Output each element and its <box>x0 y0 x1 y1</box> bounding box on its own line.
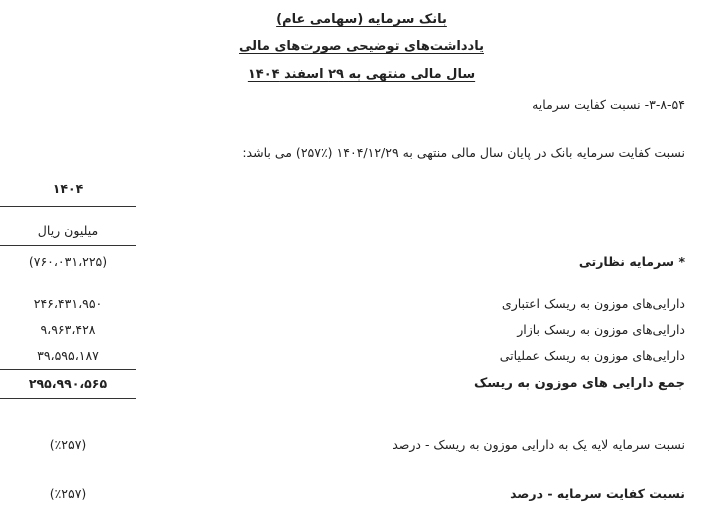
market-risk-label: دارایی‌های موزون به ریسک بازار <box>517 322 685 337</box>
operational-risk-value: ۳۹،۵۹۵،۱۸۷ <box>37 348 99 363</box>
column-year: ۱۴۰۴ <box>52 181 84 196</box>
section-intro: نسبت کفایت سرمایه بانک در پایان سال مالی منتهی به ۱۴۰۴/۱۲/۲۹ (٪۲۵۷) می باشد: <box>242 145 685 160</box>
column-unit: میلیون ریال <box>37 223 99 238</box>
total-divider-bottom <box>0 398 136 399</box>
total-risk-weighted-label: جمع دارایی های موزون به ریسک <box>473 376 685 391</box>
company-name: بانک سرمایه (سهامی عام) <box>276 12 447 27</box>
total-risk-weighted-value: ۲۹۵،۹۹۰،۵۶۵ <box>28 376 108 391</box>
column-divider <box>0 206 136 207</box>
document-subtitle: یادداشت‌های توضیحی صورت‌های مالی <box>239 39 484 54</box>
capital-adequacy-label: نسبت کفایت سرمایه - درصد <box>510 486 685 501</box>
capital-adequacy-value: (٪۲۵۷) <box>49 486 87 501</box>
regulatory-capital-label: * سرمایه نظارتی <box>578 254 685 269</box>
credit-risk-value: ۲۴۶،۴۳۱،۹۵۰ <box>33 296 103 311</box>
tier1-ratio-value: (٪۲۵۷) <box>49 437 87 452</box>
total-divider-top <box>0 369 136 370</box>
regulatory-capital-value: (۷۶۰،۰۳۱،۲۲۵) <box>28 254 108 269</box>
market-risk-value: ۹،۹۶۳،۴۲۸ <box>40 322 96 337</box>
fiscal-period: سال مالی منتهی به ۲۹ اسفند ۱۴۰۴ <box>247 67 476 82</box>
section-heading: ۳-۸-۵۴- نسبت کفایت سرمایه <box>532 97 685 112</box>
unit-divider <box>0 245 136 246</box>
operational-risk-label: دارایی‌های موزون به ریسک عملیاتی <box>499 348 685 363</box>
tier1-ratio-label: نسبت سرمایه لایه یک به دارایی موزون به ریسک - درصد <box>392 437 685 452</box>
credit-risk-label: دارایی‌های موزون به ریسک اعتباری <box>501 296 685 311</box>
